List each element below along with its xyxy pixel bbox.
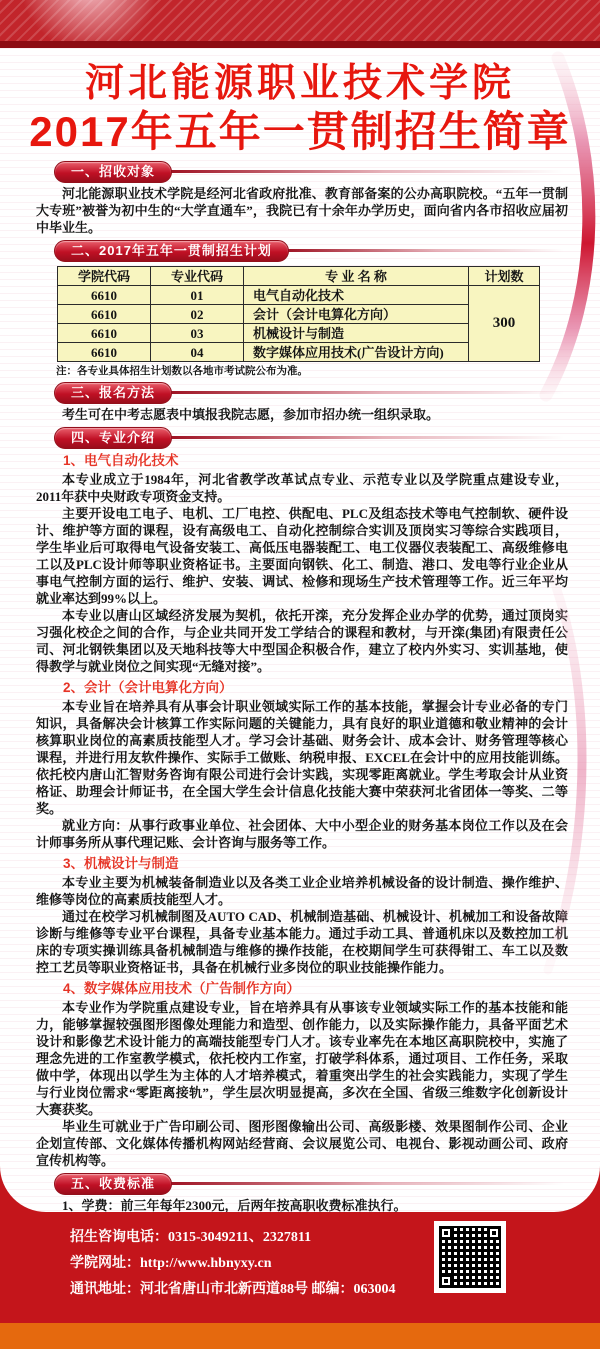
specialty-mechanical-design [0,854,600,976]
badge-swoosh-line [164,391,564,394]
college-code-cell: 6610 [58,324,151,343]
plan-total-cell: 300 [469,286,540,362]
table-note: 注：各专业具体招生计划数以各地市考试院公布为准。 [56,366,308,377]
admission-target-text: 河北能源职业技术学院是经河北省政府批准、教育部备案的公办高职院校。“五年一贯制大专班”被誉为初中生的“大学直通车”，我院已有十余年办学历史，面向省内各市招收应届初中毕业生。 [36,186,568,235]
specialty-paragraph: 主要开设电工电子、电机、工厂电控、供配电、PLC及组态技术等电气控制软、硬件设计、维护等方面的课程，设有高级电工、自动化控制综合实训及顶岗实习等综合实践项目，学生毕业后可取得电气设备安装工、高低压电器装配工、电工仪器仪表装配工、高级维修电工以及PLC设计师等职业资格证书。主要面向钢铁、化工、制造、港口、发电等行业企业从事电气控制方面的运行、维护、安装、调试、检修和现场生产技术管理等工作。近三年平均就业率达到99%以上。 [36,506,568,606]
section-header-fee-standard [54,1173,564,1194]
specialty-paragraph: 本专业作为学院重点建设专业，旨在培养具有从事该专业领域实际工作的基本技能和能力，能够掌握较强图形图像处理能力和造型、创作能力，以及实际操作能力，具备平面艺术设计和影像艺术设计能力的高端技能型专门人才。该专业率先在本地区高职院校中，实施了理念先进的工作室教学模式，依托校内工作室，打破学科体系，通过项目、工作任务，采取做中学，体现出以学生为主体的人才培养模式，着重突出学生的社会实践能力，实现了学生与行业岗位需求“零距离接轨”，学生层次明显提高，多次在全国、省级三维数字化创新设计大赛获奖。 [36,1000,568,1117]
table-header-row [58,267,540,286]
college-code-cell: 6610 [58,286,151,305]
qr-code-pattern [439,1226,501,1288]
specialty-paragraph: 本专业以唐山区域经济发展为契机，依托开滦，充分发挥企业办学的优势，通过顶岗实习强化校企之间的合作，与企业共同开发工学结合的课程和教材，与开滦(集团)有限责任公司、河北钢铁集团以及天地科技等大中型国企积极合作，建立了校内外实习、实训基地，使得教学与就业岗位之间实现“无缝对接”。 [36,608,568,674]
content-sheet [0,48,600,1212]
specialty-paragraph: 本专业旨在培养具有从事会计职业领域实际工作的基本技能，掌握会计专业必备的专门知识，具备解决会计核算工作实际问题的关键能力，具有良好的职业道德和敬业精神的会计核算职业岗位的高素质技能型人才。学习会计基础、财务会计、成本会计、财务管理等核心课程，并进行用友软件操作、实际手工做账、纳税申报、EXCEL在会计中的应用技能训练。依托校内唐山汇智财务咨询有限公司进行会计实践，实现零距离就业。学生考取会计从业资格证、助理会计师证书，在全国大学生会计信息化技能大赛中荣获河北省团体一等奖、二等奖。 [36,699,568,816]
qr-finder-icon [439,1226,453,1240]
major-code-cell: 04 [151,343,244,362]
specialty-paragraph: 毕业生可就业于广告印刷公司、图形图像输出公司、高级影楼、效果图制作公司、企业企划宣传部、文化媒体传播机构网站经营商、会议展览公司、电视台、影视动画公司、政府宣传机构等。 [36,1119,568,1168]
major-name-cell: 数字媒体应用技术(广告设计方向) [244,343,469,362]
top-dark-bar [0,41,600,48]
section-badge: 五、收费标准 [54,1173,172,1195]
enrollment-plan-table [57,266,540,362]
section-badge: 二、2017年五年一贯制招生计划 [54,240,289,262]
specialty-heading: 4、数字媒体应用技术（广告制作方向） [63,981,301,996]
col-header-major-code: 专业代码 [151,267,244,286]
table-row [58,324,540,343]
col-header-plan-count: 计划数 [469,267,540,286]
section-header-registration-method [54,382,564,403]
section-header-admission-target [54,161,564,182]
specialty-digital-media [0,979,600,1169]
contact-address: 通讯地址：河北省唐山市北新西道88号 邮编：063004 [70,1282,396,1297]
specialty-electrical-automation [0,451,600,675]
badge-swoosh-line [164,170,564,173]
major-code-cell: 01 [151,286,244,305]
table-row [58,286,540,305]
table-row [58,343,540,362]
section-badge: 三、报名方法 [54,382,172,404]
specialty-paragraph: 就业方向：从事行政事业单位、社会团体、大中小型企业的财务基本岗位工作以及在会计师事务所从事代理记账、会计咨询与服务等工作。 [36,818,568,850]
college-code-cell: 6610 [58,305,151,324]
major-code-cell: 03 [151,324,244,343]
specialty-paragraph: 本专业成立于1984年，河北省教学改革试点专业、示范专业以及学院重点建设专业，2011年获中央财政专项资金支持。 [36,472,568,504]
section-badge: 四、专业介绍 [54,427,172,449]
table-row [58,305,540,324]
major-code-cell: 02 [151,305,244,324]
specialty-heading: 3、机械设计与制造 [63,856,179,871]
qr-finder-icon [487,1226,501,1240]
badge-swoosh-line [164,436,564,439]
specialty-paragraph: 本专业主要为机械装备制造业以及各类工业企业培养机械设备的设计制造、操作维护、维修等岗位的高素质技能型人才。 [36,875,568,907]
major-name-cell: 机械设计与制造 [244,324,469,343]
bottom-orange-strip [0,1323,600,1349]
poster-title [0,61,600,157]
contact-footer [0,1212,600,1323]
specialty-accounting [0,678,600,851]
title-line-2: 2017年五年一贯制招生简章 [29,108,571,155]
qr-code [434,1221,506,1293]
contact-info [70,1225,600,1303]
col-header-college-code: 学院代码 [58,267,151,286]
contact-phone: 招生咨询电话：0315-3049211、2327811 [70,1230,312,1245]
badge-swoosh-line [281,249,564,252]
section-header-enrollment-plan [54,240,564,261]
section-header-major-introduction [54,427,564,448]
section-badge: 一、招收对象 [54,161,172,183]
contact-website: 学院网址：http://www.hbnyxy.cn [70,1256,272,1271]
registration-method-text: 考生可在中考志愿表中填报我院志愿，参加市招办统一组织录取。 [62,407,440,422]
specialty-heading: 2、会计（会计电算化方向） [63,680,233,695]
fee-item: 1、学费：前三年每年2300元，后两年按高职收费标准执行。 [62,1198,407,1212]
title-line-1: 河北能源职业技术学院 [84,62,515,105]
badge-swoosh-line [164,1182,564,1185]
top-striped-band [0,0,600,41]
major-name-cell: 电气自动化技术 [244,286,469,305]
col-header-major-name: 专 业 名 称 [244,267,469,286]
specialty-paragraph: 通过在校学习机械制图及AUTO CAD、机械制造基础、机械设计、机械加工和设备故障诊断与维修等专业平台课程，具备专业基本能力。通过手动工具、普通机床以及数控加工机床的专项实操训练具备机械制造与维修的操作技能，在校期间学生可获得钳工、车工以及数控工艺员等职业资格证书，具备在机械行业多岗位的职业技能操作能力。 [36,909,568,975]
specialty-heading: 1、电气自动化技术 [63,453,179,468]
major-name-cell: 会计（会计电算化方向） [244,305,469,324]
college-code-cell: 6610 [58,343,151,362]
qr-finder-icon [439,1274,453,1288]
